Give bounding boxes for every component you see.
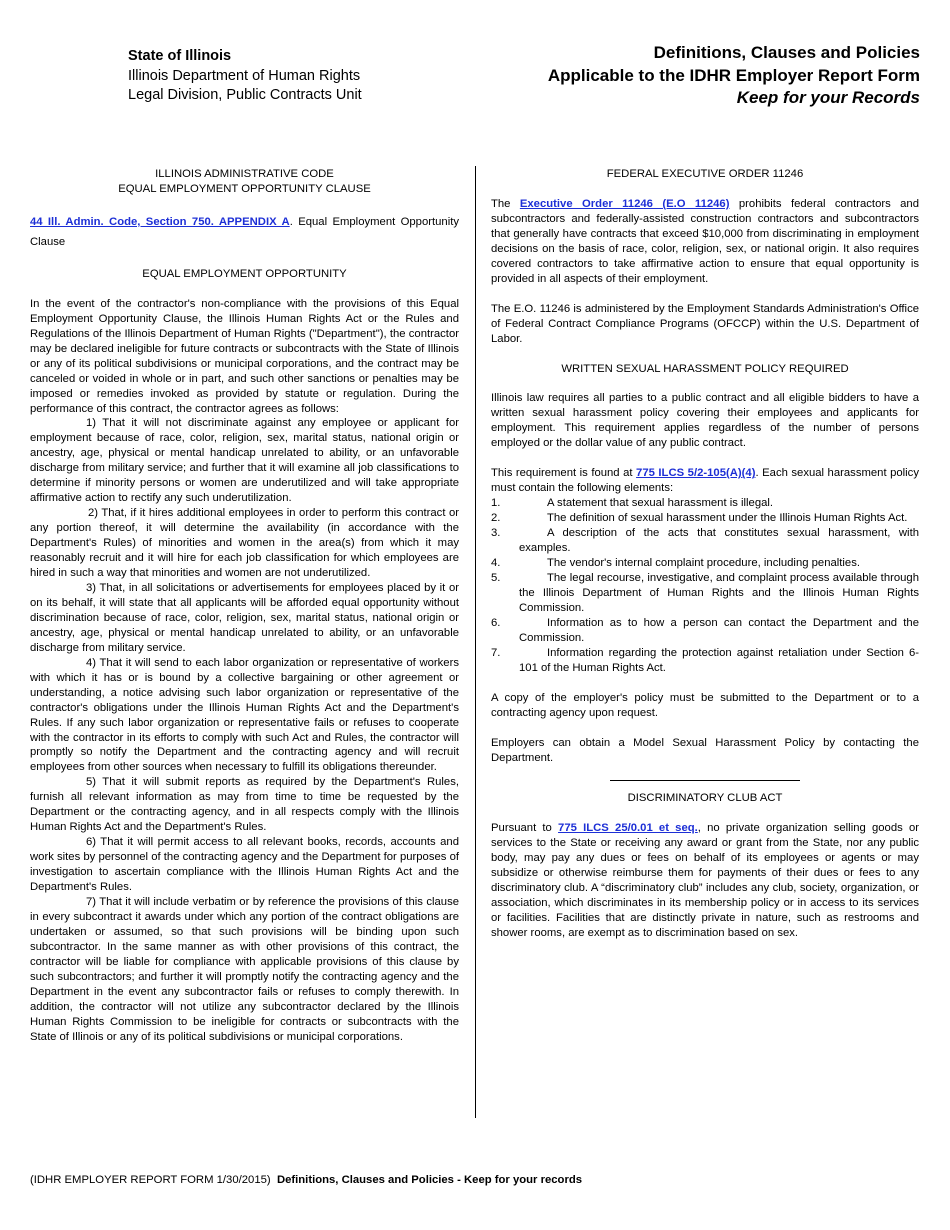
eo-p1-post: prohibits federal contractors and subcontractors and federally-assisted construction contractors and subcontractors that generally have contracts that exceed $10,000 from discriminating in employment decisions on the basis of race, color, religion, sex, or national origin. It also requires covered contractors to take affirmative action to ensure that equal opportunity is provided in all aspects of their employment. <box>491 197 919 285</box>
list-number: 7. <box>491 646 501 659</box>
sh-paragraph-2 <box>491 466 919 496</box>
dc-post: , no private organization selling goods or services to the State or receiving any award or grant from the State, nor any public body, may pay any dues or fees on behalf of its employees or agents or may subsidize or otherwise reimburse them for payments of their dues or fees to any discriminatory club. A “discriminatory club” includes any club, society, organization, or association, which discriminates in its membership policy or in access to its services or facilities. Facilities that are distinctly private in nature, such as restrooms and shower rooms, are exempt as to discrimination based on sex. <box>491 822 919 940</box>
sh-paragraph-1: Illinois law requires all parties to a public contract and all eligible bidders to have a written sexual harassment policy covering their employees and applicants for employment. This requirement applies regardless of the number of persons employed or the dollar value of any public contract. <box>491 392 919 450</box>
list-item <box>491 526 919 556</box>
sh-elements-list <box>491 496 919 675</box>
page-subtitle: Keep for your Records <box>736 88 920 107</box>
sexual-harassment-heading: WRITTEN SEXUAL HARASSMENT POLICY REQUIRED <box>561 362 849 375</box>
admin-code-link[interactable]: 44 Ill. Admin. Code, Section 750. APPENDIX A <box>30 215 290 228</box>
eeo-intro: In the event of the contractor's non-compliance with the provisions of this Equal Employment Opportunity Clause, the Illinois Human Rights Act or the Rules and Regulations of the Illinois Department of Human Rights ("Department"), the contractor may be declared ineligible for future contracts or subcontracts with the State of Illinois or any of its political subdivisions or municipal corporations, and the contract may be canceled or voided in whole or in part, and such other sanctions or penalties may be imposed or remedies invoked as provided by statute or regulation. During the performance of this contract, the contractor agrees as follows: <box>30 297 459 415</box>
eo-heading: FEDERAL EXECUTIVE ORDER 11246 <box>606 168 804 180</box>
list-text: The legal recourse, investigative, and complaint process available through the Illinois Department of Human Rights and the Illinois Human Rights Commission. <box>519 571 919 614</box>
sh-paragraph-4: Employers can obtain a Model Sexual Harassment Policy by contacting the Department. <box>491 736 919 764</box>
eo-p1-pre: The <box>491 197 520 210</box>
list-number: 1. <box>491 497 501 510</box>
list-item <box>491 511 919 526</box>
division-name: Legal Division, Public Contracts Unit <box>128 87 362 103</box>
list-item <box>491 646 919 676</box>
list-number: 3. <box>491 527 501 540</box>
eo-paragraph-2: The E.O. 11246 is administered by the Employment Standards Administration's Office of Federal Contract Compliance Programs (OFCCP) within the U.S. Department of Labor. <box>491 302 919 345</box>
eeo-clause-6: 6) That it will permit access to all relevant books, records, accounts and work sites by personnel of the contracting agency and the Department for purposes of investigation to ascertain compliance with the Illinois Human Rights Act and the Department's Rules. <box>30 836 459 894</box>
admin-code-reference-text: . Equal Employment Opportunity Clause <box>30 215 459 248</box>
list-number: 2. <box>491 512 501 525</box>
left-column <box>30 167 459 1045</box>
header-left <box>128 47 362 106</box>
list-item <box>491 556 919 571</box>
list-item <box>491 571 919 616</box>
executive-order-link[interactable]: Executive Order 11246 (E.O 11246) <box>519 197 730 210</box>
page-title-1: Definitions, Clauses and Policies <box>653 43 920 62</box>
header-right <box>548 42 920 110</box>
admin-code-heading: ILLINOIS ADMINISTRATIVE CODE <box>155 168 334 180</box>
eeo-section-title: EQUAL EMPLOYMENT OPPORTUNITY <box>142 267 347 280</box>
list-text: A statement that sexual harassment is illegal. <box>547 497 774 510</box>
footer-form-id: (IDHR EMPLOYER REPORT FORM 1/30/2015) <box>30 1174 271 1186</box>
eo-paragraph-1 <box>491 197 919 287</box>
list-text: Information regarding the protection against retaliation under Section 6-101 of the Human Rights Act. <box>519 646 919 674</box>
sh-paragraph-3: A copy of the employer's policy must be submitted to the Department or to a contracting agency upon request. <box>491 691 919 719</box>
list-text: The definition of sexual harassment under the Illinois Human Rights Act. <box>547 512 908 525</box>
list-number: 5. <box>491 571 501 584</box>
page-title-2: Applicable to the IDHR Employer Report Form <box>547 65 920 85</box>
sh-p2-post: . Each sexual harassment policy must contain the following elements: <box>491 467 919 495</box>
sh-p2-pre: This requirement is found at <box>491 467 637 480</box>
page-footer <box>30 1174 582 1186</box>
right-column <box>491 167 919 941</box>
dc-paragraph <box>491 821 919 941</box>
list-number: 4. <box>491 557 501 570</box>
state-name: State of Illinois <box>128 48 232 64</box>
list-item <box>491 496 919 511</box>
ilcs-sexual-harassment-link[interactable]: 775 ILCS 5/2-105(A)(4) <box>636 467 756 480</box>
dc-pre: Pursuant to <box>491 822 559 835</box>
column-divider <box>475 166 476 1118</box>
list-item <box>491 616 919 646</box>
eeo-clause-1: 1) That it will not discriminate against any employee or applicant for employment because of race, color, religion, sex, marital status, national origin or ancestry, age, physical or mental handicap unrelated to ability, or an unfavorable discharge from military service; and further that it will examine all job classifications to determine if minority persons or women are underutilized and will take appropriate affirmative action to rectify any such underutilization. <box>30 417 459 505</box>
ilcs-discriminatory-club-link[interactable]: 775 ILCS 25/0.01 et seq. <box>558 822 698 835</box>
discriminatory-club-heading: DISCRIMINATORY CLUB ACT <box>627 792 783 805</box>
eeo-clause-5: 5) That it will submit reports as required by the Department's Rules, furnish all relevant information as may from time to time be requested by the Department or the contracting agency, and in all respects comply with the Illinois Human Rights Act and the Department's Rules. <box>30 776 459 834</box>
section-rule <box>610 780 800 781</box>
eeo-clause-4: 4) That it will send to each labor organization or representative of workers with which it has or is bound by a collective bargaining or other agreement or understanding, a notice advising such labor organization or representative of the contractor's obligations under the Illinois Human Rights Act and the Department's Rules. If any such labor organization or representative fails or refuses to cooperate with the contractor in its efforts to comply with such Act and Rules, the contractor will promptly so notify the Department and the contracting agency and will recruit employees from other sources when necessary to fulfill its obligations thereunder. <box>30 656 459 774</box>
list-text: A description of the acts that constitutes sexual harassment, with examples. <box>519 527 919 555</box>
admin-code-reference <box>30 212 459 252</box>
department-name: Illinois Department of Human Rights <box>128 67 361 84</box>
list-text: The vendor's internal complaint procedure, including penalties. <box>547 557 861 570</box>
footer-title: Definitions, Clauses and Policies - Keep for your records <box>276 1174 583 1186</box>
eeo-clause-7: 7) That it will include verbatim or by reference the provisions of this clause in every subcontract it awards under which any portion of the contract obligations are undertaken or assumed, so that such provisions will be binding upon such subcontractor. In the same manner as with other provisions of this contract, the contractor will be liable for compliance with applicable provisions of this clause by such subcontractors; and further it will promptly notify the contracting agency and the Department in the event any subcontractor fails or refuses to comply therewith. In addition, the contractor will not utilize any subcontractor declared by the Illinois Human Rights Commission to be ineligible for contracts or subcontracts with the State of Illinois or any of its political subdivisions or municipal corporations. <box>30 895 459 1043</box>
eeo-clause-heading: EQUAL EMPLOYMENT OPPORTUNITY CLAUSE <box>118 182 371 195</box>
list-number: 6. <box>491 616 501 629</box>
eeo-clause-3: 3) That, in all solicitations or advertisements for employees placed by it or on its behalf, it will state that all applicants will be afforded equal opportunity without discrimination because of race, color, religion, sex, marital status, national origin or ancestry, age, physical or mental handicap unrelated to ability, or an unfavorable discharge from military service. <box>30 581 459 654</box>
list-text: Information as to how a person can contact the Department and the Commission. <box>519 616 919 644</box>
eeo-clause-2: 2) That, if it hires additional employees in order to perform this contract or any portion thereof, it will determine the availability (in accordance with the Department's Rules) of minorities and women in the area(s) from which it may reasonably recruit and it will hire for each job classification for which employees are hired in such a way that minorities and women are not underutilized. <box>30 507 459 580</box>
